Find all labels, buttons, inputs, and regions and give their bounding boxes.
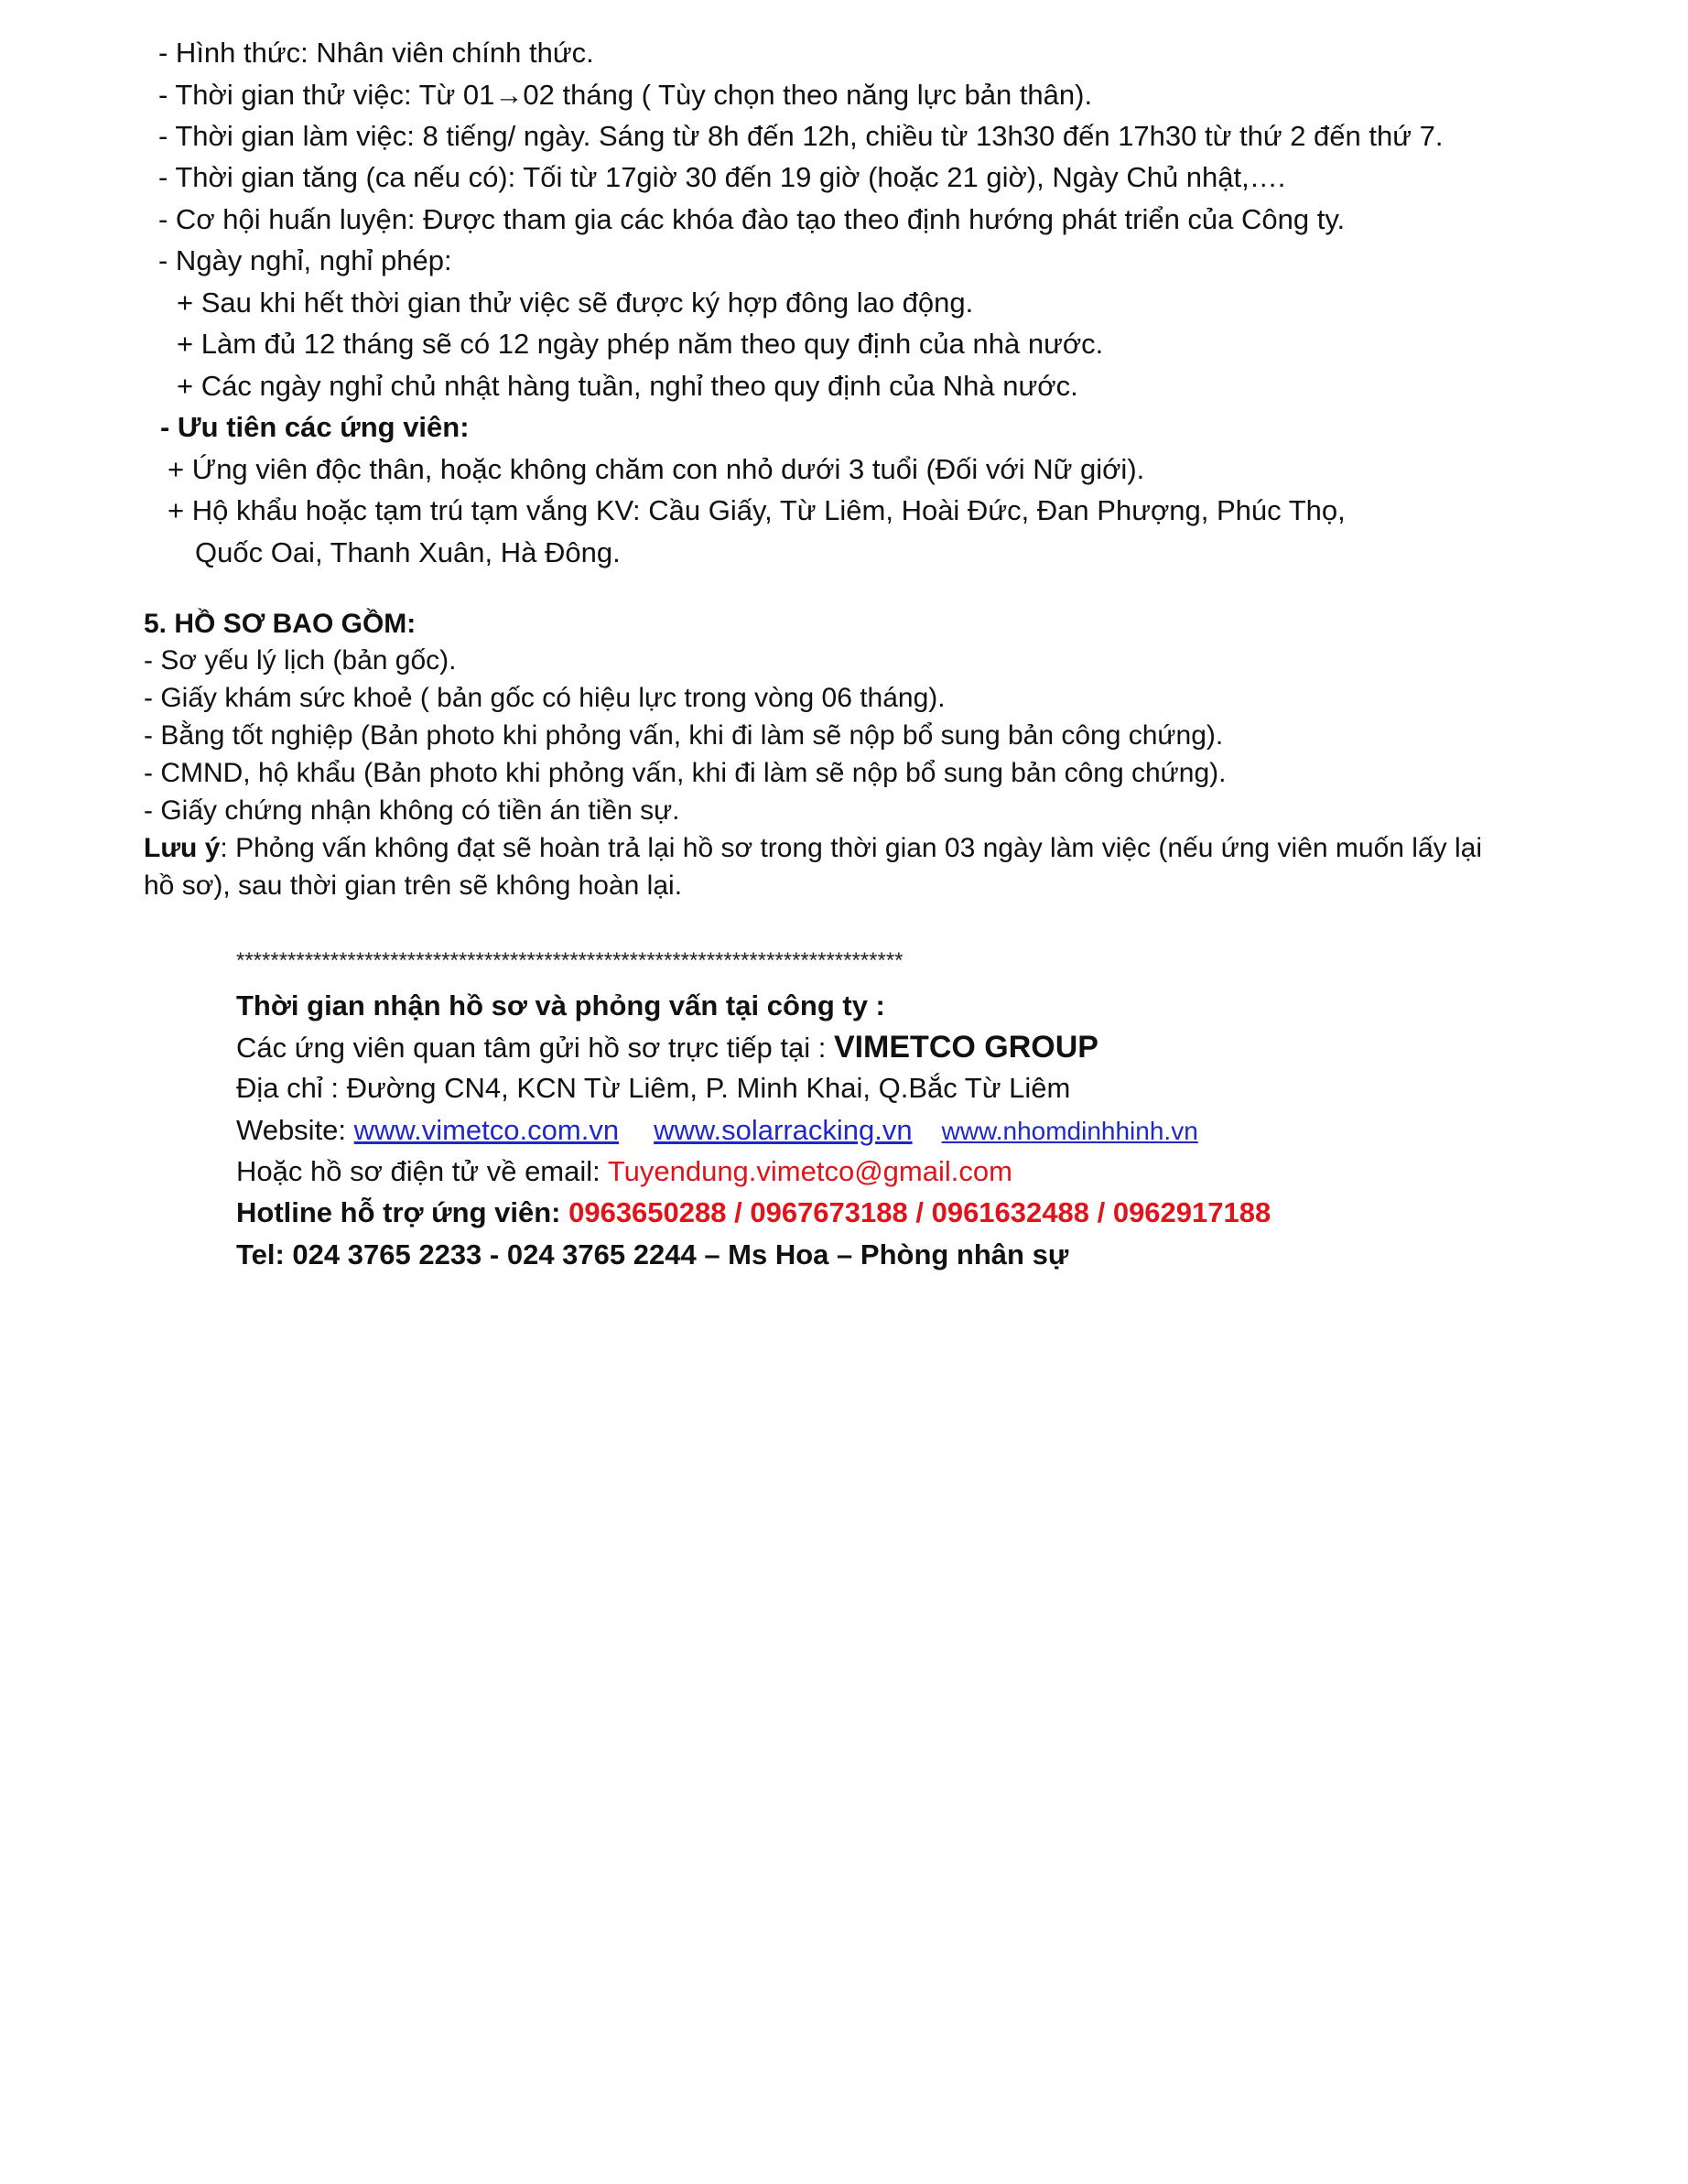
website-line: [236, 1112, 1198, 1150]
note-label: Lưu ý: [144, 833, 221, 863]
note-text: : Phỏng vấn không đạt sẽ hoàn trả lại hồ sơ trong thời gian 03 ngày làm việc (nếu ứng viên muốn lấy lại: [220, 833, 1482, 863]
priority-heading: - Ưu tiên các ứng viên:: [160, 411, 470, 443]
note-line: [144, 830, 1482, 867]
address-line: Địa chỉ : Đường CN4, KCN Từ Liêm, P. Minh Khai, Q.Bắc Từ Liêm: [236, 1072, 1071, 1104]
benefit-subline: + Sau khi hết thời gian thử việc sẽ được ký hợp đông lao động.: [177, 287, 974, 319]
benefit-subline: + Các ngày nghỉ chủ nhật hàng tuần, nghỉ theo quy định của Nhà nước.: [177, 370, 1078, 402]
hotline-label: Hotline hỗ trợ ứng viên:: [236, 1196, 569, 1228]
email-link[interactable]: Tuyendung.vimetco@gmail.com: [607, 1155, 1012, 1187]
benefit-line: - Ngày nghỉ, nghỉ phép:: [158, 244, 452, 276]
benefit-line: - Thời gian thử việc: Từ 01→02 tháng ( Tùy chọn theo năng lực bản thân).: [158, 79, 1093, 111]
benefit-line: - Hình thức: Nhân viên chính thức.: [158, 37, 594, 69]
document-item: - Sơ yếu lý lịch (bản gốc).: [144, 645, 457, 676]
tel-line: Tel: 024 3765 2233 - 024 3765 2244 – Ms Hoa – Phòng nhân sự: [236, 1238, 1069, 1270]
note-line-continued: hồ sơ), sau thời gian trên sẽ không hoàn lại.: [144, 870, 683, 901]
website-link-vimetco[interactable]: www.vimetco.com.vn: [353, 1114, 620, 1146]
benefit-line: - Thời gian tăng (ca nếu có): Tối từ 17giờ 30 đến 19 giờ (hoặc 21 giờ), Ngày Chủ nhật,….: [158, 161, 1286, 193]
documents-heading: 5. HỒ SƠ BAO GỒM:: [144, 609, 417, 639]
website-label: Website:: [236, 1114, 354, 1146]
send-prefix: Các ứng viên quan tâm gửi hồ sơ trực tiếp tại :: [236, 1032, 834, 1064]
email-line: [236, 1153, 1012, 1190]
company-name: VIMETCO GROUP: [833, 1030, 1098, 1065]
website-link-nhomdinhhinh[interactable]: www.nhomdinhhinh.vn: [941, 1117, 1198, 1145]
priority-line: Quốc Oai, Thanh Xuân, Hà Đông.: [195, 536, 621, 568]
benefit-subline: + Làm đủ 12 tháng sẽ có 12 ngày phép năm theo quy định của nhà nước.: [177, 328, 1104, 360]
priority-line: + Ứng viên độc thân, hoặc không chăm con nhỏ dưới 3 tuổi (Đối với Nữ giới).: [168, 453, 1145, 485]
document-item: - Giấy chứng nhận không có tiền án tiền sự.: [144, 795, 680, 826]
priority-line: + Hộ khẩu hoặc tạm trú tạm vắng KV: Cầu Giấy, Từ Liêm, Hoài Đức, Đan Phượng, Phúc Thọ,: [168, 494, 1346, 526]
website-link-solarracking[interactable]: www.solarracking.vn: [654, 1114, 913, 1146]
email-prefix: Hoặc hồ sơ điện tử về email:: [236, 1155, 608, 1187]
benefit-line: - Cơ hội huấn luyện: Được tham gia các khóa đào tạo theo định hướng phát triển của Công ty.: [158, 203, 1346, 235]
separator-stars: ******************************************************************************: [236, 948, 904, 973]
document-item: - Bằng tốt nghiệp (Bản photo khi phỏng vấn, khi đi làm sẽ nộp bổ sung bản công chứng).: [144, 720, 1224, 751]
document-item: - CMND, hộ khẩu (Bản photo khi phỏng vấn, khi đi làm sẽ nộp bổ sung bản công chứng).: [144, 758, 1227, 788]
send-line: [236, 1029, 1098, 1066]
benefit-line: - Thời gian làm việc: 8 tiếng/ ngày. Sáng từ 8h đến 12h, chiều từ 13h30 đến 17h30 từ thứ 2 đến thứ 7.: [158, 120, 1444, 152]
document-item: - Giấy khám sức khoẻ ( bản gốc có hiệu lực trong vòng 06 tháng).: [144, 683, 946, 713]
hotline-numbers: 0963650288 / 0967673188 / 0961632488 / 0962917188: [568, 1196, 1271, 1228]
hotline-line: [236, 1195, 1271, 1231]
contact-heading: Thời gian nhận hồ sơ và phỏng vấn tại công ty :: [236, 989, 885, 1022]
